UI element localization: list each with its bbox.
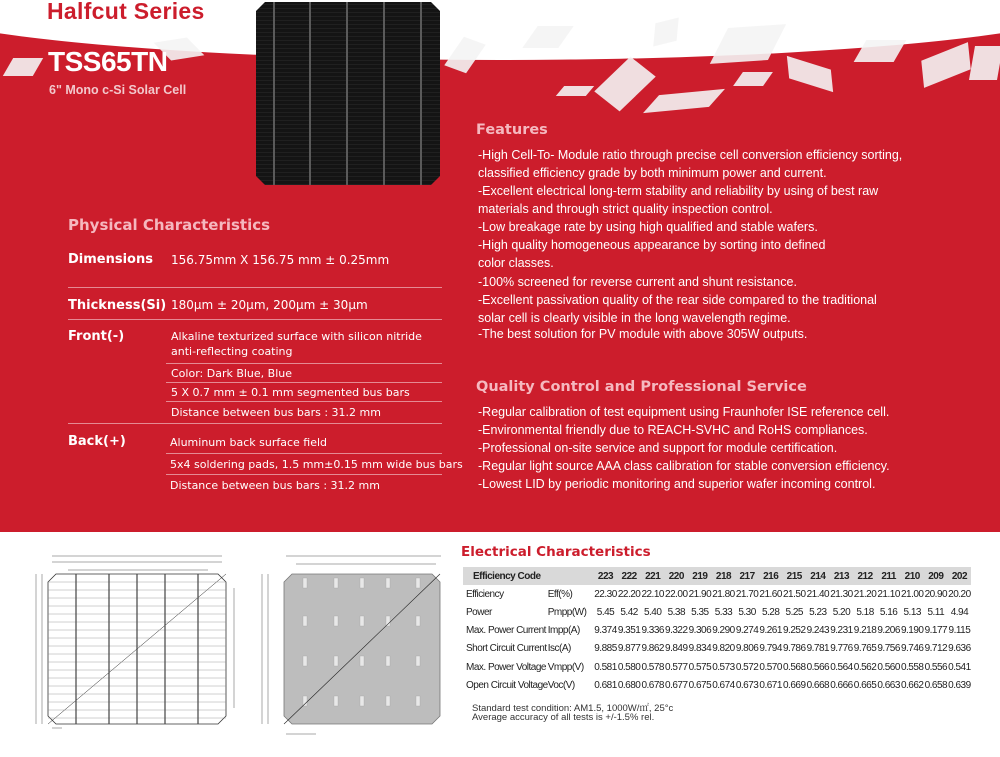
code-cell: 202 (948, 567, 972, 585)
quality-title: Quality Control and Professional Service (476, 379, 807, 395)
front-row (68, 328, 124, 344)
decor-shard (969, 46, 1000, 80)
front-item: Alkaline texturized surface with silicon nitride (171, 330, 422, 343)
table-cell: 9.712 (924, 643, 948, 655)
back-item: Aluminum back surface field (170, 436, 328, 449)
feature-line: color classes. (478, 256, 554, 270)
front-item: Color: Dark Blue, Blue (171, 367, 293, 380)
table-cell: 22.30 (594, 588, 617, 600)
table-cell: 0.577 (665, 661, 688, 673)
table-cell: 9.877 (617, 643, 641, 655)
decor-shard (733, 72, 773, 86)
quality-line: -Environmental friendly due to REACH-SVHC and RoHS compliances. (478, 423, 868, 437)
table-row (463, 640, 971, 658)
test-condition-note: Standard test condition: AM1.5, 1000W/㎡, 25°c (472, 703, 674, 714)
table-cell: 9.274 (735, 625, 759, 637)
table-row (463, 622, 971, 640)
feature-line: -100% screened for reverse current and shunt resistance. (478, 275, 797, 289)
table-cell: 5.33 (714, 606, 733, 618)
table-cell: 0.666 (830, 679, 853, 691)
code-cell: 221 (641, 567, 665, 585)
divider (166, 363, 442, 364)
table-cell: 21.20 (853, 588, 877, 600)
table-cell: 9.206 (877, 625, 900, 637)
code-cell: 211 (877, 567, 901, 585)
busbar-line (420, 2, 422, 185)
table-cell: 0.639 (948, 679, 971, 691)
busbar-line (346, 2, 348, 185)
table-cell: 0.573 (712, 661, 735, 673)
table-cell: 0.568 (783, 661, 806, 673)
table-cell: 9.252 (783, 625, 806, 637)
decor-shard (594, 57, 655, 112)
code-cell: 223 (594, 567, 618, 585)
table-cell: 0.674 (712, 679, 735, 691)
thickness-label: Thickness(Si) (68, 298, 167, 313)
table-cell: 22.20 (617, 588, 641, 600)
quality-line: -Professional on-site service and support for module certification. (478, 441, 838, 455)
thickness-value: 180μm ± 20μm, 200μm ± 30μm (171, 298, 368, 312)
table-cell: 21.40 (806, 588, 830, 600)
table-cell: 0.556 (924, 661, 948, 673)
table-header-label: Efficiency Code (463, 567, 594, 585)
table-cell: 21.00 (900, 588, 924, 600)
table-cell: 5.16 (879, 606, 898, 618)
table-cell: 9.261 (759, 625, 782, 637)
table-cell: 0.560 (877, 661, 900, 673)
code-cell: 209 (924, 567, 948, 585)
quality-line: -Regular calibration of test equipment using Fraunhofer ISE reference cell. (478, 405, 890, 419)
table-cell: 9.776 (830, 643, 853, 655)
table-cell: 0.578 (641, 661, 664, 673)
table-cell: 9.374 (594, 625, 617, 637)
code-cell: 214 (806, 567, 830, 585)
table-row (463, 603, 971, 621)
row-name: Short Circuit Current (466, 643, 547, 655)
solar-cell-photo (256, 2, 440, 185)
table-cell: 21.10 (877, 588, 900, 600)
back-row (68, 433, 126, 449)
quality-line: -Regular light source AAA class calibration for stable conversion efficiency. (478, 459, 890, 473)
table-cell: 5.40 (643, 606, 662, 618)
quality-line: -Lowest LID by periodic monitoring and superior wafer incoming control. (478, 477, 876, 491)
table-cell: 9.786 (783, 643, 806, 655)
table-cell: 5.45 (596, 606, 615, 618)
feature-line: -Excellent electrical long-term stability and reliability by using of best raw (478, 184, 879, 198)
product-model: TSS65TN (48, 46, 168, 77)
product-subtitle: 6" Mono c-Si Solar Cell (49, 83, 187, 97)
table-cell: 9.849 (665, 643, 688, 655)
table-cell: 0.678 (641, 679, 664, 691)
table-cell: 9.177 (924, 625, 948, 637)
table-cell: 0.675 (688, 679, 712, 691)
table-cell: 0.541 (948, 661, 971, 673)
divider (68, 319, 442, 320)
table-cell: 0.558 (900, 661, 924, 673)
table-cell: 21.90 (688, 588, 712, 600)
table-cell: 21.70 (735, 588, 759, 600)
table-cell: 5.23 (809, 606, 827, 618)
decor-shard (787, 56, 833, 92)
table-cell: 9.322 (665, 625, 688, 637)
table-cell: 0.566 (806, 661, 830, 673)
row-name: Max. Power Voltage (466, 661, 546, 673)
table-cell: 0.669 (783, 679, 806, 691)
back-label: Back(+) (68, 434, 126, 449)
table-cell: 0.581 (594, 661, 617, 673)
table-cell: 5.25 (785, 606, 803, 618)
table-cell: 9.218 (853, 625, 877, 637)
table-cell: 21.80 (712, 588, 735, 600)
table-cell: 5.35 (691, 606, 709, 618)
table-cell: 0.562 (853, 661, 877, 673)
table-cell: 5.42 (620, 606, 638, 618)
code-cell: 215 (782, 567, 806, 585)
busbar-line (383, 2, 385, 185)
feature-line: classified efficiency grade by both minimum power and current. (478, 166, 827, 180)
table-cell: 9.290 (712, 625, 735, 637)
table-cell: 9.746 (900, 643, 924, 655)
back-item: 5x4 soldering pads, 1.5 mm±0.15 mm wide bus bars (170, 458, 463, 471)
divider (166, 401, 442, 402)
table-cell: 20.90 (924, 588, 948, 600)
table-cell: 9.781 (806, 643, 830, 655)
accuracy-note: Average accuracy of all tests is +/-1.5% rel. (472, 712, 655, 723)
row-symbol: Isc(A) (547, 643, 571, 655)
row-symbol: Eff(%) (547, 588, 573, 600)
table-cell: 22.00 (665, 588, 688, 600)
row-symbol: Pmpp(W) (547, 606, 587, 618)
table-cell: 9.862 (641, 643, 664, 655)
row-name: Max. Power Current (466, 625, 546, 637)
table-cell: 9.806 (735, 643, 759, 655)
table-cell: 5.20 (832, 606, 851, 618)
divider (166, 474, 442, 475)
table-cell: 9.885 (594, 643, 617, 655)
table-cell: 0.575 (688, 661, 712, 673)
table-cell: 9.351 (617, 625, 641, 637)
table-row (463, 658, 971, 676)
table-cell: 0.580 (617, 661, 641, 673)
table-cell: 9.636 (948, 643, 971, 655)
table-cell: 5.28 (761, 606, 780, 618)
code-cell: 220 (665, 567, 689, 585)
table-cell: 21.60 (759, 588, 782, 600)
table-cell: 0.662 (900, 679, 924, 691)
row-symbol: Vmpp(V) (547, 661, 584, 673)
table-cell: 0.564 (830, 661, 853, 673)
code-cell: 216 (759, 567, 783, 585)
table-cell: 9.756 (877, 643, 900, 655)
table-cell: 0.681 (594, 679, 617, 691)
code-cell: 217 (735, 567, 759, 585)
row-name: Power (466, 606, 492, 618)
table-cell: 4.94 (950, 606, 969, 618)
table-cell: 5.18 (856, 606, 874, 618)
decor-shard (3, 58, 43, 76)
divider (166, 453, 442, 454)
table-cell: 0.680 (617, 679, 641, 691)
row-name: Efficiency (466, 588, 504, 600)
back-item: Distance between bus bars : 31.2 mm (170, 479, 380, 492)
table-cell: 9.820 (712, 643, 735, 655)
front-side-technical-drawing-icon (22, 548, 242, 738)
feature-line: -High Cell-To- Module ratio through precise cell conversion efficiency sorting, (478, 148, 903, 162)
electrical-table (463, 567, 971, 694)
dimensions-value: 156.75mm X 156.75 mm ± 0.25mm (171, 253, 390, 267)
row-symbol: Voc(V) (547, 679, 575, 691)
code-cell: 212 (853, 567, 877, 585)
divider (166, 382, 442, 383)
features-title: Features (476, 122, 548, 138)
row-symbol: Impp(A) (547, 625, 580, 637)
electrical-characteristics-title: Electrical Characteristics (461, 544, 651, 560)
table-cell: 0.673 (735, 679, 759, 691)
decor-shard (921, 42, 970, 88)
table-cell: 9.765 (853, 643, 877, 655)
back-side-technical-drawing-icon (256, 548, 456, 738)
busbar-line (309, 2, 311, 185)
feature-line: -High quality homogeneous appearance by sorting into defined (478, 238, 826, 252)
series-title: Halfcut Series (47, 0, 205, 24)
physical-characteristics-title: Physical Characteristics (68, 216, 271, 234)
table-cell: 5.38 (667, 606, 686, 618)
table-cell: 20.20 (948, 588, 971, 600)
table-row (463, 676, 971, 694)
divider (68, 423, 442, 424)
table-header-row (463, 567, 971, 585)
decor-shard (643, 89, 725, 113)
table-cell: 0.572 (735, 661, 759, 673)
table-cell: 5.13 (903, 606, 921, 618)
dimensions-label: Dimensions (68, 252, 153, 267)
table-cell: 5.30 (738, 606, 756, 618)
table-cell: 0.668 (806, 679, 830, 691)
table-cell: 22.10 (641, 588, 664, 600)
code-cell: 213 (830, 567, 854, 585)
code-cell: 222 (617, 567, 641, 585)
table-cell: 0.663 (877, 679, 900, 691)
table-cell: 9.336 (641, 625, 664, 637)
table-cell: 0.665 (853, 679, 877, 691)
feature-line: -Low breakage rate by using high qualified and stable wafers. (478, 220, 818, 234)
table-cell: 0.570 (759, 661, 782, 673)
code-cell: 210 (900, 567, 924, 585)
table-cell: 5.11 (927, 606, 945, 618)
thickness-row (68, 297, 166, 313)
table-cell: 21.30 (830, 588, 853, 600)
table-cell: 0.677 (665, 679, 688, 691)
row-name: Open Circuit Voltage (466, 679, 548, 691)
feature-line: -The best solution for PV module with above 305W outputs. (478, 327, 808, 341)
front-label: Front(-) (68, 329, 125, 344)
table-cell: 9.243 (806, 625, 830, 637)
front-item: anti-reflecting coating (171, 345, 293, 358)
table-cell: 21.50 (783, 588, 806, 600)
decor-shard (556, 86, 594, 96)
code-cell: 218 (712, 567, 736, 585)
feature-line: solar cell is clearly visible in the long wavelength regime. (478, 311, 791, 325)
feature-line: materials and through strict quality inspection control. (478, 202, 773, 216)
divider (68, 287, 442, 288)
busbar-line (273, 2, 275, 185)
front-item: Distance between bus bars : 31.2 mm (171, 406, 381, 419)
dimensions-row (68, 251, 153, 267)
table-cell: 9.794 (759, 643, 782, 655)
table-cell: 0.671 (759, 679, 782, 691)
table-cell: 9.231 (830, 625, 853, 637)
code-cell: 219 (688, 567, 712, 585)
table-row (463, 585, 971, 603)
table-cell: 9.306 (688, 625, 712, 637)
table-cell: 0.658 (924, 679, 948, 691)
table-cell: 9.834 (688, 643, 712, 655)
table-cell: 9.190 (900, 625, 924, 637)
table-cell: 9.115 (948, 625, 971, 637)
feature-line: -Excellent passivation quality of the rear side compared to the traditional (478, 293, 877, 307)
front-item: 5 X 0.7 mm ± 0.1 mm segmented bus bars (171, 386, 410, 399)
